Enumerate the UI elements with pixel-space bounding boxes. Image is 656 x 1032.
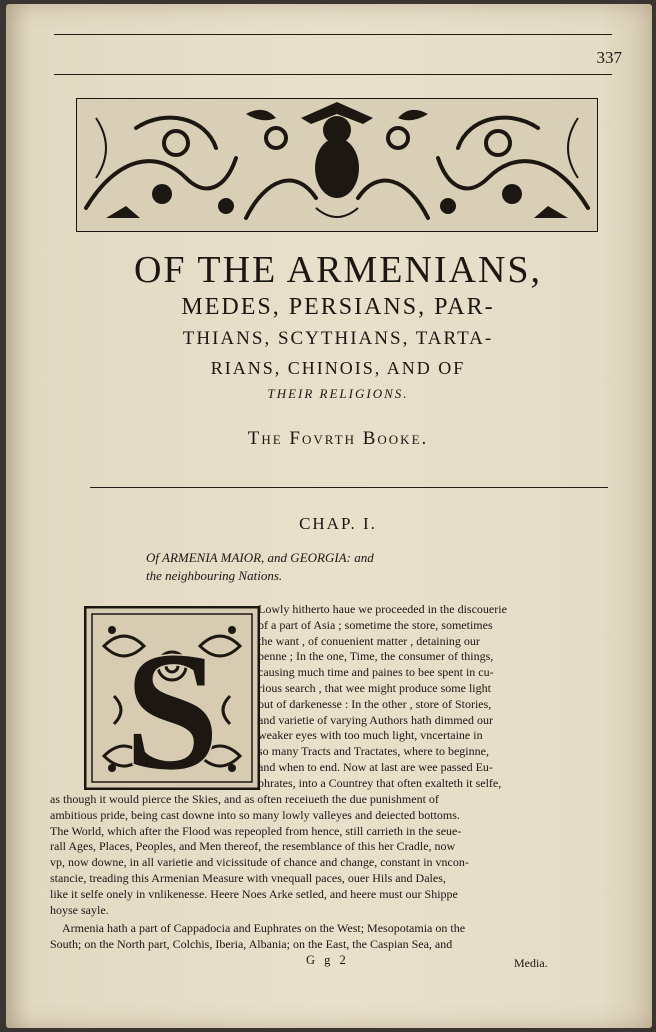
body-line-7: out of darkenesse : In the other , store of Stories, (258, 696, 492, 711)
body-para2-line-1: Armenia hath a part of Cappadocia and Euphrates on the West; Mesopotamia on the (62, 921, 466, 935)
body-line-3: the want , of conuenient matter , detaining our (258, 633, 480, 648)
body-line-9: weaker eyes with too much light, vncertaine in (258, 728, 483, 743)
book-page (6, 4, 652, 1028)
chapter-subtitle (146, 549, 526, 585)
body-full-line-1: as though it would pierce the Skies, and as often receiueth the due punishment of (50, 792, 439, 806)
body-para2-line-2: South; on the North part, Colchis, Iberia, Albania; on the East, the Caspian Sea, and (50, 936, 453, 951)
drop-cap (84, 606, 260, 790)
page-number: 337 (596, 48, 622, 67)
drop-cap-letter: S (124, 617, 220, 790)
section-rule (90, 487, 608, 488)
title-line-5: THEIR RELIGIONS. (267, 386, 409, 401)
body-full-line-2: ambitious pride, being cast downe into so many lowly valleyes and deiected bottoms. (50, 807, 460, 822)
body-line-1: Lowly hitherto haue we proceeded in the discouerie (258, 602, 507, 616)
body-line-11: and when to end. Now at last are wee passed Eu- (258, 760, 493, 774)
body-line-10: so many Tracts and Tractates, where to beginne, (258, 744, 489, 759)
body-full-line-3: The World, which after the Flood was repeopled from hence, still carrieth in the seue- (50, 823, 462, 838)
body-full-line-8: hoyse sayle. (50, 902, 109, 917)
title-line-1: OF THE ARMENIANS, (133, 249, 543, 291)
body-line-4: penne ; In the one, Time, the consumer of things, (258, 649, 494, 664)
body-full-line-6: stancie, treading this Armenian Measure with vnequall paces, ouer Hils and Dales, (50, 871, 446, 885)
catchword: Media. (514, 956, 548, 970)
title-line-2: MEDES, PERSIANS, PAR- (181, 294, 495, 320)
header-rule-top (54, 34, 612, 35)
book-heading: The Fovrth Booke. (247, 428, 429, 449)
body-line-6: rious search , that wee might produce some light (258, 681, 491, 695)
body-full-line-4: rall Ages, Places, Peoples, and Men thereof, the resemblance of this her Cradle, now (50, 839, 456, 854)
body-line-2: of a part of Asia ; sometime the store, sometimes (258, 617, 493, 632)
signature-mark: G g 2 (306, 953, 349, 967)
headpiece-ornament (76, 98, 598, 232)
title-line-4: RIANS, CHINOIS, AND OF (210, 358, 466, 378)
body-line-5: causing much time and paines to bee spent in cu- (258, 665, 494, 680)
drop-cap-ornament (84, 606, 260, 790)
chapter-subtitle-line-1: Of ARMENIA MAIOR, and GEORGIA: and (146, 550, 374, 565)
chapter-subtitle-line-2: the neighbouring Nations. (146, 568, 283, 583)
body-full-line-5: vp, now downe, in all varietie and vicissitude of chance and change, constant in vncon- (50, 855, 469, 870)
body-line-8: and varietie of varying Authors hath dimmed our (258, 712, 493, 727)
chapter-number: CHAP. I. (299, 514, 377, 533)
title-line-3: THIANS, SCYTHIANS, TARTA- (182, 328, 494, 349)
body-full-line-7: like it selfe onely in vnlikenesse. Heere Noes Arke setled, and heere must our Shippe (50, 886, 458, 901)
body-line-12: phrates, into a Countrey that often exalteth it selfe, (258, 775, 502, 790)
header-rule-bottom (54, 74, 612, 75)
